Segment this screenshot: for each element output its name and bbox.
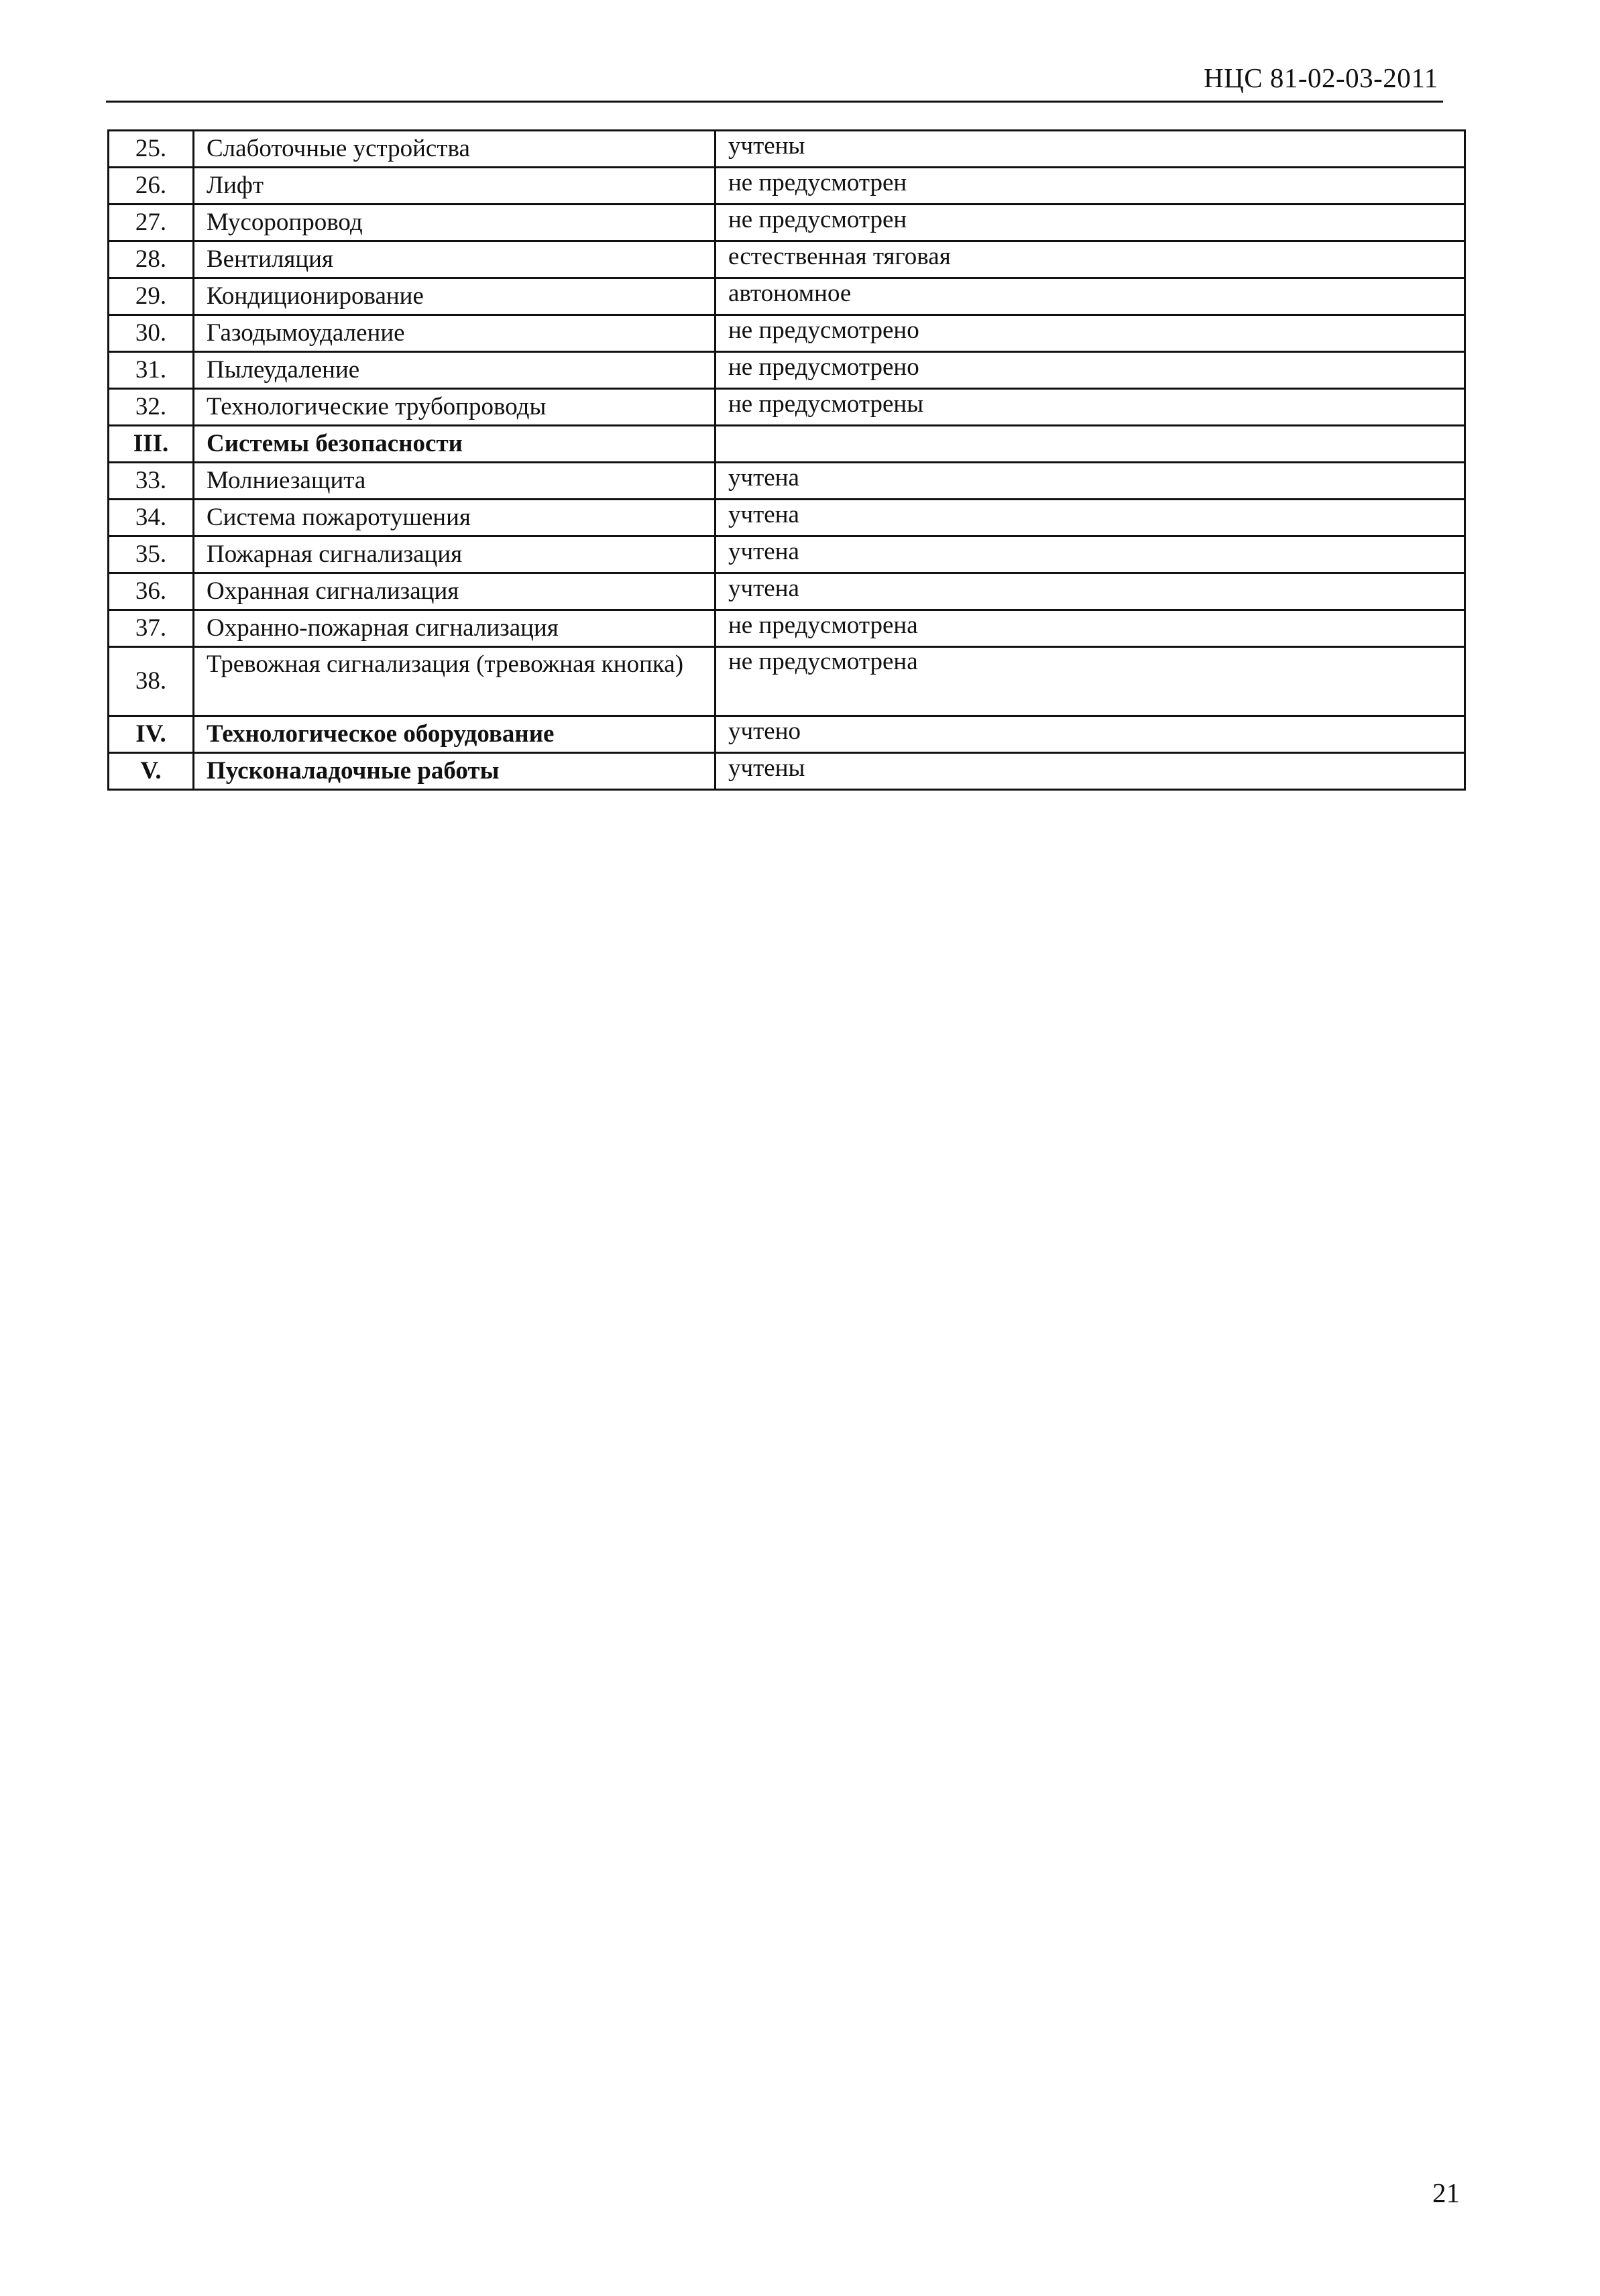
row-number: 30. [109,315,194,352]
row-value: не предусмотрена [716,647,1465,716]
section-number: III. [109,426,194,463]
table-row [109,500,1465,536]
row-name: Охранная сигнализация [194,573,716,610]
section-value: учтено [716,716,1465,753]
row-value: автономное [716,278,1465,315]
row-name: Кондиционирование [194,278,716,315]
table-row [109,168,1465,205]
row-name: Слаботочные устройства [194,131,716,168]
table-row [109,536,1465,573]
table-row [109,647,1465,716]
table-row [109,573,1465,610]
section-row [109,426,1465,463]
row-value: учтена [716,500,1465,536]
section-row [109,753,1465,790]
row-name: Мусоропровод [194,205,716,241]
row-number: 28. [109,241,194,278]
row-name: Молниезащита [194,463,716,500]
row-number: 25. [109,131,194,168]
section-title: Технологическое оборудование [194,716,716,753]
table-row [109,278,1465,315]
row-name: Пылеудаление [194,352,716,389]
row-number: 38. [109,647,194,716]
section-value [716,426,1465,463]
row-value: учтена [716,463,1465,500]
row-name: Лифт [194,168,716,205]
row-number: 36. [109,573,194,610]
row-value: учтена [716,536,1465,573]
row-value: естественная тяговая [716,241,1465,278]
row-number: 29. [109,278,194,315]
section-title: Пусконаладочные работы [194,753,716,790]
section-value: учтены [716,753,1465,790]
table-row [109,131,1465,168]
row-value: не предусмотрена [716,610,1465,647]
row-name: Технологические трубопроводы [194,389,716,426]
row-value: учтены [716,131,1465,168]
row-value: не предусмотрены [716,389,1465,426]
table-row [109,315,1465,352]
table-row [109,205,1465,241]
table-row [109,463,1465,500]
row-name: Вентиляция [194,241,716,278]
table-row [109,241,1465,278]
section-number: IV. [109,716,194,753]
row-number: 33. [109,463,194,500]
document-code: НЦС 81-02-03-2011 [1204,62,1438,93]
row-value: не предусмотрено [716,315,1465,352]
row-value: не предусмотрен [716,205,1465,241]
row-name: Пожарная сигнализация [194,536,716,573]
section-row [109,716,1465,753]
section-number: V. [109,753,194,790]
row-name: Система пожаротушения [194,500,716,536]
header-rule [106,101,1443,103]
table-row [109,389,1465,426]
row-value: не предусмотрено [716,352,1465,389]
table-row [109,610,1465,647]
row-value: учтена [716,573,1465,610]
row-name: Газодымоудаление [194,315,716,352]
row-number: 26. [109,168,194,205]
page-number: 21 [1432,2177,1460,2208]
row-number: 37. [109,610,194,647]
table-row [109,352,1465,389]
row-name: Тревожная сигнализация (тревожная кнопка) [194,647,716,716]
row-number: 27. [109,205,194,241]
row-number: 31. [109,352,194,389]
section-title: Системы безопасности [194,426,716,463]
row-name: Охранно-пожарная сигнализация [194,610,716,647]
row-number: 32. [109,389,194,426]
specification-table [107,129,1466,791]
row-value: не предусмотрен [716,168,1465,205]
row-number: 34. [109,500,194,536]
row-number: 35. [109,536,194,573]
